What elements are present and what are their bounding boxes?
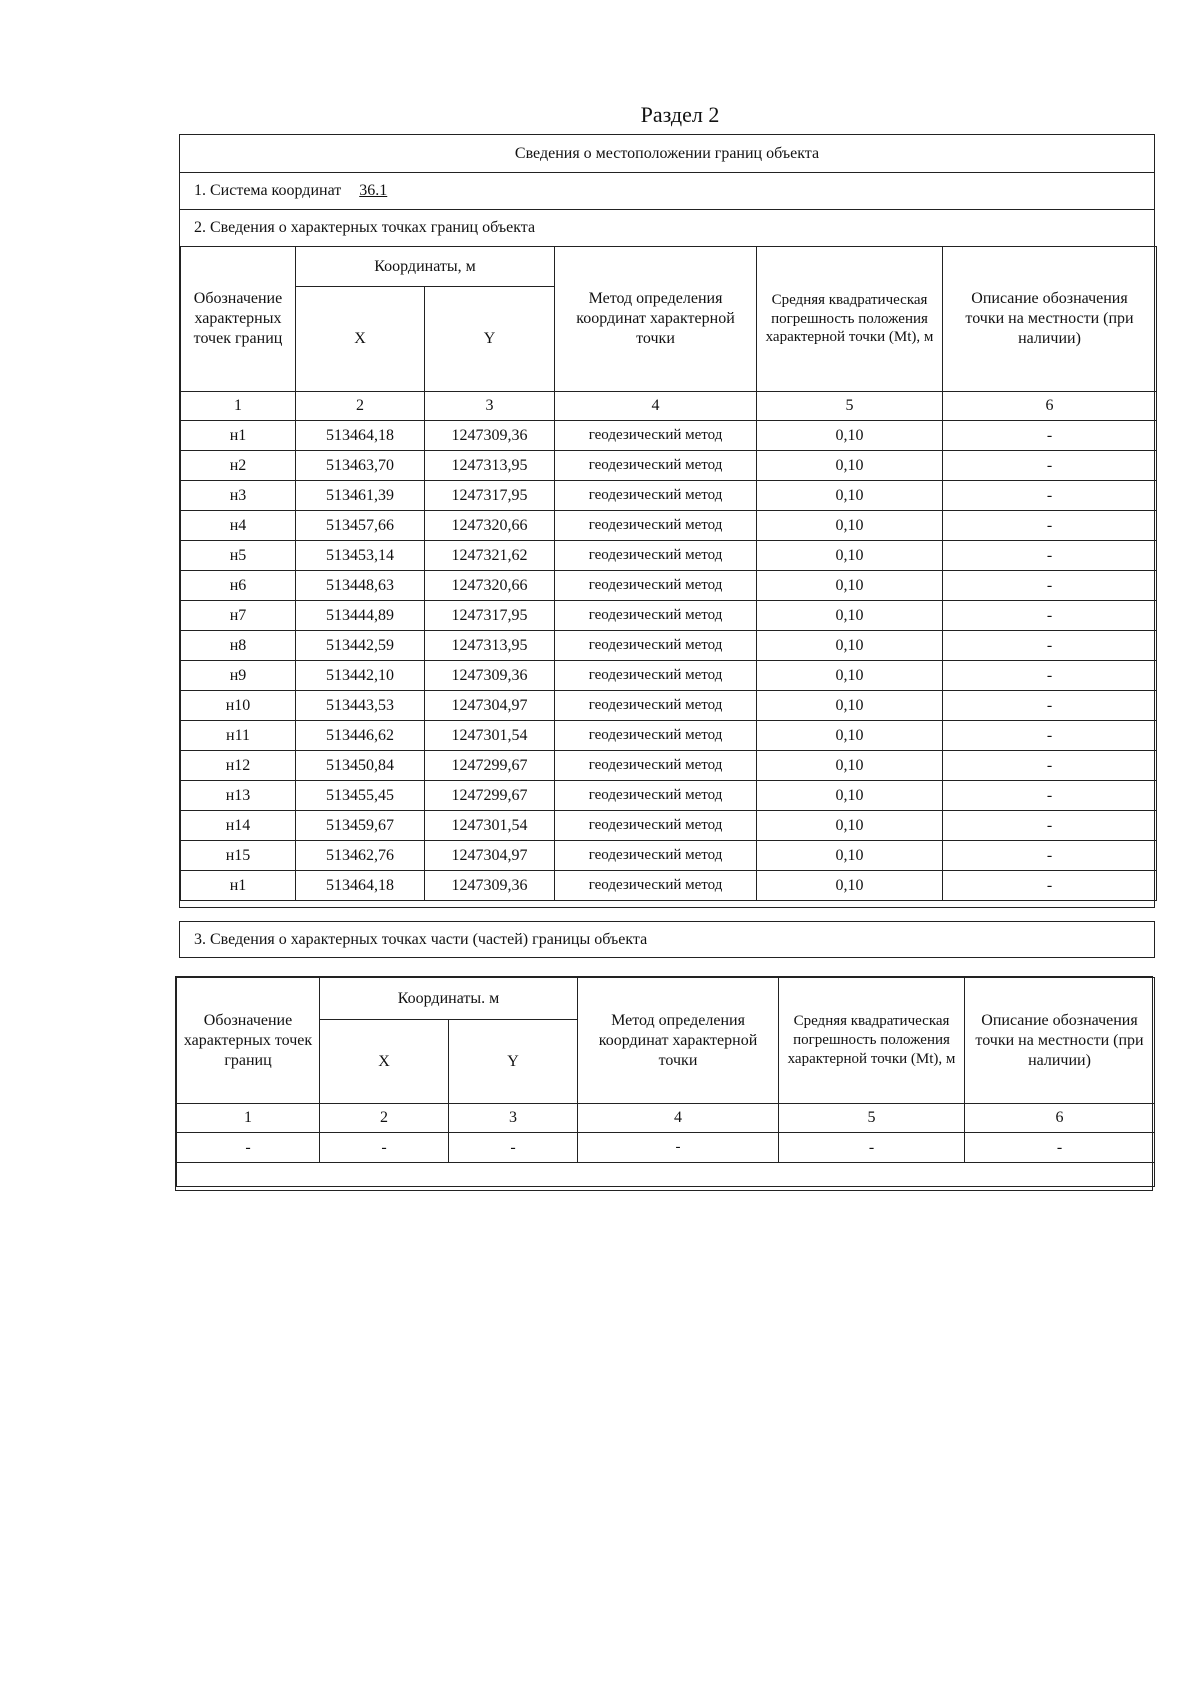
cell-method: геодезический метод (555, 811, 757, 841)
cell-designation: н5 (181, 541, 296, 571)
cell-designation: н1 (181, 421, 296, 451)
cell-method: геодезический метод (555, 751, 757, 781)
part-col-error-header: Средняя квадратическая погрешность положения характерной точки (Mt), м (779, 978, 965, 1104)
cell-description: - (943, 781, 1157, 811)
cell-description: - (943, 421, 1157, 451)
cell-description: - (943, 511, 1157, 541)
part-column-number-6: 6 (965, 1104, 1155, 1133)
table-row (181, 511, 1157, 541)
cell-error: 0,10 (757, 601, 943, 631)
section-heading: Сведения о местоположении границ объекта (514, 144, 820, 162)
cell-x: - (320, 1133, 449, 1163)
cell-y: 1247320,66 (425, 571, 555, 601)
cell-description: - (943, 841, 1157, 871)
cell-method: геодезический метод (555, 541, 757, 571)
coord-system-label: 1. Система координат (194, 182, 342, 199)
points-heading: 2. Сведения о характерных точках границ объекта (194, 219, 536, 236)
cell-designation: н1 (181, 871, 296, 901)
cell-designation: н12 (181, 751, 296, 781)
cell-error: 0,10 (757, 871, 943, 901)
cell-error: 0,10 (757, 481, 943, 511)
table-row (181, 691, 1157, 721)
part-points-table (176, 977, 1155, 1187)
col-designation-header: Обозначение характерных точек границ (181, 247, 296, 392)
cell-designation: н4 (181, 511, 296, 541)
cell-error: 0,10 (757, 781, 943, 811)
col-description-header: Описание обозначения точки на местности (при наличии) (943, 247, 1157, 392)
cell-designation: н2 (181, 451, 296, 481)
cell-method: - (578, 1133, 779, 1163)
cell-x: 513442,59 (296, 631, 425, 661)
cell-x: 513444,89 (296, 601, 425, 631)
cell-error: 0,10 (757, 751, 943, 781)
section-heading-row (180, 135, 1154, 173)
table-row (181, 571, 1157, 601)
cell-error: - (779, 1133, 965, 1163)
page-title: Раздел 2 (640, 102, 720, 127)
cell-error: 0,10 (757, 841, 943, 871)
cell-x: 513459,67 (296, 811, 425, 841)
cell-designation: н8 (181, 631, 296, 661)
cell-description: - (943, 811, 1157, 841)
cell-error: 0,10 (757, 511, 943, 541)
table-row (181, 811, 1157, 841)
cell-error: 0,10 (757, 691, 943, 721)
cell-method: геодезический метод (555, 511, 757, 541)
cell-y: - (449, 1133, 578, 1163)
cell-description: - (965, 1133, 1155, 1163)
table-row (181, 661, 1157, 691)
column-number-1: 1 (181, 392, 296, 421)
cell-method: геодезический метод (555, 631, 757, 661)
col-coords-header: Координаты, м (296, 247, 555, 287)
part-empty-row (177, 1163, 1155, 1187)
points-heading-row (180, 210, 1154, 246)
cell-y: 1247321,62 (425, 541, 555, 571)
cell-y: 1247317,95 (425, 601, 555, 631)
cell-x: 513443,53 (296, 691, 425, 721)
cell-description: - (943, 541, 1157, 571)
cell-y: 1247299,67 (425, 781, 555, 811)
cell-designation: н11 (181, 721, 296, 751)
cell-x: 513450,84 (296, 751, 425, 781)
cell-description: - (943, 451, 1157, 481)
part-column-number-2: 2 (320, 1104, 449, 1133)
table-row (181, 751, 1157, 781)
boundary-points-table (180, 246, 1157, 901)
part-points-section (175, 976, 1153, 1191)
cell-error: 0,10 (757, 451, 943, 481)
part-empty-cell (177, 1163, 1155, 1187)
cell-y: 1247309,36 (425, 421, 555, 451)
cell-x: 513448,63 (296, 571, 425, 601)
cell-x: 513462,76 (296, 841, 425, 871)
cell-x: 513442,10 (296, 661, 425, 691)
column-number-2: 2 (296, 392, 425, 421)
cell-description: - (943, 721, 1157, 751)
cell-description: - (943, 601, 1157, 631)
cell-y: 1247317,95 (425, 481, 555, 511)
cell-y: 1247299,67 (425, 751, 555, 781)
cell-description: - (943, 571, 1157, 601)
cell-y: 1247320,66 (425, 511, 555, 541)
table-row (181, 721, 1157, 751)
part-points-heading: 3. Сведения о характерных точках части (частей) границы объекта (194, 930, 648, 948)
cell-description: - (943, 631, 1157, 661)
part-column-number-4: 4 (578, 1104, 779, 1133)
boundary-points-section (179, 134, 1155, 908)
cell-method: геодезический метод (555, 781, 757, 811)
table-row (181, 451, 1157, 481)
cell-designation: н7 (181, 601, 296, 631)
column-number-4: 4 (555, 392, 757, 421)
cell-y: 1247309,36 (425, 871, 555, 901)
column-numbers-row (181, 392, 1157, 421)
cell-error: 0,10 (757, 721, 943, 751)
cell-designation: - (177, 1133, 320, 1163)
cell-method: геодезический метод (555, 841, 757, 871)
cell-description: - (943, 691, 1157, 721)
cell-method: геодезический метод (555, 691, 757, 721)
cell-error: 0,10 (757, 811, 943, 841)
cell-designation: н14 (181, 811, 296, 841)
cell-x: 513453,14 (296, 541, 425, 571)
part-column-number-1: 1 (177, 1104, 320, 1133)
table-row (181, 871, 1157, 901)
table-row (181, 601, 1157, 631)
cell-designation: н10 (181, 691, 296, 721)
cell-y: 1247301,54 (425, 811, 555, 841)
table-row (181, 781, 1157, 811)
col-error-header: Средняя квадратическая погрешность положения характерной точки (Mt), м (757, 247, 943, 392)
col-method-header: Метод определения координат характерной точки (555, 247, 757, 392)
coord-system-row (180, 173, 1154, 210)
part-col-coords-header: Координаты. м (320, 978, 578, 1020)
cell-description: - (943, 481, 1157, 511)
cell-error: 0,10 (757, 421, 943, 451)
cell-method: геодезический метод (555, 421, 757, 451)
cell-x: 513464,18 (296, 871, 425, 901)
cell-y: 1247309,36 (425, 661, 555, 691)
table-row (181, 841, 1157, 871)
table-row (181, 541, 1157, 571)
cell-method: геодезический метод (555, 871, 757, 901)
cell-method: геодезический метод (555, 601, 757, 631)
col-y-header: Y (425, 287, 555, 392)
cell-designation: н9 (181, 661, 296, 691)
cell-x: 513461,39 (296, 481, 425, 511)
cell-description: - (943, 751, 1157, 781)
cell-x: 513455,45 (296, 781, 425, 811)
cell-y: 1247304,97 (425, 841, 555, 871)
cell-designation: н3 (181, 481, 296, 511)
cell-method: геодезический метод (555, 481, 757, 511)
cell-x: 513463,70 (296, 451, 425, 481)
cell-method: геодезический метод (555, 721, 757, 751)
cell-method: геодезический метод (555, 661, 757, 691)
cell-y: 1247301,54 (425, 721, 555, 751)
part-col-method-header: Метод определения координат характерной точки (578, 978, 779, 1104)
part-column-number-5: 5 (779, 1104, 965, 1133)
cell-y: 1247313,95 (425, 451, 555, 481)
column-number-3: 3 (425, 392, 555, 421)
part-col-description-header: Описание обозначения точки на местности (при наличии) (965, 978, 1155, 1104)
part-col-x-header: X (320, 1020, 449, 1104)
cell-error: 0,10 (757, 661, 943, 691)
cell-error: 0,10 (757, 631, 943, 661)
cell-error: 0,10 (757, 571, 943, 601)
table-row (181, 421, 1157, 451)
cell-method: геодезический метод (555, 571, 757, 601)
cell-y: 1247304,97 (425, 691, 555, 721)
col-x-header: X (296, 287, 425, 392)
cell-x: 513457,66 (296, 511, 425, 541)
cell-description: - (943, 871, 1157, 901)
cell-designation: н13 (181, 781, 296, 811)
part-col-y-header: Y (449, 1020, 578, 1104)
part-column-number-3: 3 (449, 1104, 578, 1133)
part-col-designation-header: Обозначение характерных точек границ (177, 978, 320, 1104)
table-row (181, 481, 1157, 511)
cell-x: 513464,18 (296, 421, 425, 451)
cell-x: 513446,62 (296, 721, 425, 751)
cell-description: - (943, 661, 1157, 691)
cell-designation: н6 (181, 571, 296, 601)
part-points-heading-row (179, 921, 1155, 958)
column-number-6: 6 (943, 392, 1157, 421)
coord-system-value: 36.1 (359, 182, 388, 199)
cell-error: 0,10 (757, 541, 943, 571)
cell-designation: н15 (181, 841, 296, 871)
cell-method: геодезический метод (555, 451, 757, 481)
column-number-5: 5 (757, 392, 943, 421)
part-column-numbers-row (177, 1104, 1155, 1133)
table-row (177, 1133, 1155, 1163)
table-row (181, 631, 1157, 661)
cell-y: 1247313,95 (425, 631, 555, 661)
